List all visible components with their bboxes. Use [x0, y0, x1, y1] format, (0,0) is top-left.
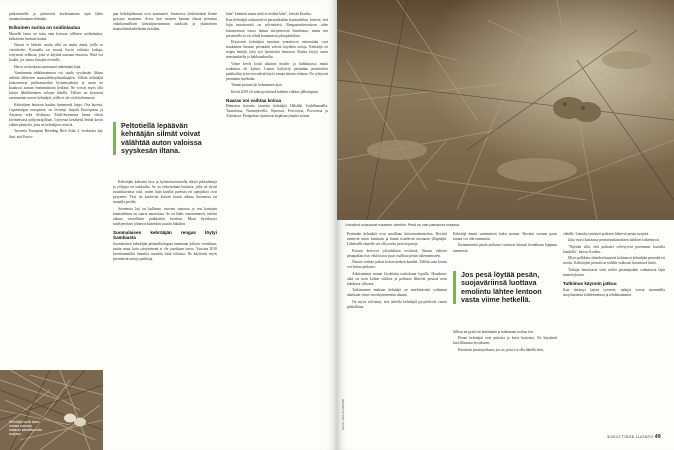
text-paragraph: Silloin ne pystyvät lentämään ja hakemaan ruokaa itse. [453, 330, 535, 334]
photo-caption: Kehrääjä munii kaksi munaa suoraan maahan kasvillisuuden suojaan. [9, 420, 43, 436]
photo-caption: Untuvikot sulautuvat maaston väreihin. Pesä on vain painauma maassa. [345, 223, 460, 227]
text-paragraph: Harva on koskaan onnistunut näkemään lajia. [14, 64, 82, 69]
left-column-3 [226, 12, 328, 430]
issue-label: 3/2021 TIEDE LUONTO [607, 434, 654, 439]
text-paragraph: Kun tietämys lajista syvenee, tutkijat voivat suunnitella suojelutoimia kohdennetusti ja tehokkaammin. [563, 287, 665, 297]
text-paragraph: Suomessa laji on kulkenut vuosien saatossa ja sen kantojen kannatteluun on suuria muutoksia. Se on lähes vaarantuneen, tulvien aikana vaarallisiin paikkoihin kesäisin. Muut hyväksytyt mieltymykset johtavat kuitenkin suuriin lukuihin. [113, 206, 217, 226]
text-paragraph: Kehrääjien heinoon kuuluu kymmeniä lajeja. Osa lajeista, Caprimulgus europaeus, on levinnyt laajalti Euroopassa ja Aasiassa sekä Afrikassa. Etelä-Suomessa linnut elävät kivimetsissä pohjoisrajallaan. Lyhyessä kesähynä lentää kovin vähän pimeyttä, joita ne kehrääjien reviiriä. [9, 102, 103, 128]
text-paragraph: Naaras vaihtaa joskus koiraa kesken kauden. Tällöin uusi koiras voi hoitaa poikasia. [347, 260, 447, 270]
section-heading: Suomalaisen kehrääjän rengas löytyi Sambiasta [113, 229, 217, 241]
text-paragraph: "Näyttää siltä, että poikaset selviytyvät paremmin kuivalla kaudella", kertoo Kontka. [563, 244, 665, 254]
right-column-1 [347, 232, 447, 430]
pull-quote: Peltotiellä lepäävän kehrääjän silmät voivat välähtää auton valoissa syyskesän iltana. [113, 122, 217, 155]
text-paragraph: Varmimmin näkihavainnon voi saada syyskesän illoina etelään lähtevien maastolehtoyömatkaajien. Silloin kehrääjät kokoontuvat pelloreunoihin hyönteisjahtiin ja usein ne kuuluvat aamun ensimmäisinä hetkinä. Ne voivat myös olla kävijä lähiliikenteen valojen lähellä. Tällöin on kyseessä useimmiten nuoret kehrääjät, joilla ei ole vielä kokemusta. [9, 71, 103, 101]
text-paragraph: Aikaisimmat munat löydetään toukokuun lopulla. Haudonta-aika on noin kolme viikkoa ja poikaset lähtevät pesästä noin kahdessa viikossa. [347, 271, 447, 286]
text-paragraph: On myös selvinnyt, että talvella kehrääjät pysyttelevät varsin paikoillaan. [347, 299, 447, 309]
text-paragraph: Hienoisia koiraita tavattiin kehrääjiä Hälsällä Uudellamaalla: Tuusulassa, Nurmijärvellä, Sipoossa, Porvoossa, Porvoossa ja Askolassa. Pesäpaikat sijaitsevat hajalaan ympäri seutua. [226, 104, 328, 119]
text-paragraph: Ensimmäisen pesän poikaset varttuvat hitaasti heinäkuun loppuun mennessä. [453, 243, 557, 253]
text-paragraph: Koiraat kertovat yölaulullaan reviiristä. Naaras valitsee pesäpaikan itse, eikä koiras juuri osallistu pesän rakentamiseen. [347, 248, 447, 258]
left-column-1 [9, 12, 103, 368]
text-paragraph: Tämän pesintä jäi kolmannen ajan. [231, 83, 283, 88]
text-paragraph: Monelle linnu on tuttu vain koiraan yöllinen soidinlaulun, kehräävän hurinan kautta. [9, 31, 103, 41]
section-heading: Naaras voi vaihtaa koiraa [226, 97, 282, 103]
text-paragraph: Kertaisen pesän poikasia jos on, pesä voi olla lähellä teitä. [458, 347, 544, 352]
nest-photo-left [0, 370, 103, 450]
section-heading: Tutkimus käynnin jatkuu [563, 280, 617, 286]
nest-photo-graphic [0, 370, 103, 450]
chicks-photo [337, 0, 674, 220]
text-paragraph: Joka vuosi koiraassa pesimistutkimuksen tulokset tarkentuvat. [568, 238, 660, 243]
page-number: 49 [654, 434, 661, 440]
text-paragraph: Viime kevät koitti aikaisin maalis- ja huhtikuussa mutta toukokuu oli kylmä. Linnut kyltyivät pesimään perinteisiin paikkoihin ja hirveä säästä käytti samaa aluetta tiuhaan. Ne ryhtyivät pesimään myöhään. [226, 61, 328, 81]
text-paragraph: Kun kehrääjät tarkkavalvoi perusteltuihin huumuleihin, käviset, että lajin muuttoreitti on selvitettävä. Rengastustietoistoon tulee kiinnostavaa tietoa linnun siirtymisestä Sambiassa, mutta sen perusteella ei voi tehdä kummoisia johtopäätöksiä. [226, 18, 328, 38]
right-column-2-top [453, 232, 557, 268]
text-paragraph: Naaras ei kehrää, mutta sillä on muita ääniä, joilla se viestittelee. Koiraalla on monia hyvin erilaisia lauluja, erityisesti sellaisia, joita se käyttää naaraan seurassa. Niitä voi kuulla, jos sattuu lintujen reviirille. [9, 43, 103, 63]
text-paragraph: Kevät 2019 oli sään pyörteissä kahden viikkoa jälkeenpäin. [231, 89, 319, 94]
photo-credit: KUVA: ESA ALAKOSKI [341, 399, 345, 430]
text-paragraph: Tutkimusten mukaan kehrääjä on merkittävästi vaihtanut alueitaan viime vuosikymmenten aikana. [347, 288, 447, 298]
text-paragraph: Tuoreeta European Breeding Bird Atlas 2 -teoksesta käy ilmi, että Euroo- [9, 129, 103, 139]
right-column-2 [453, 330, 557, 430]
text-paragraph: Kehrääjä munii useimmiten kaksi munaa. Hyvänä vuonna parin munia voi olla enemmän. [453, 232, 557, 242]
text-paragraph: Pienet kehrääjät ovat pulaisia ja kerta hoitoisia. Ne käyttävät kasvillisuutta hyväkseen. [453, 336, 557, 346]
text-paragraph: pan kehrääjäkannat ovat taantuneet. Suomessa yksilömäärät lienee pysynyt tasaisena. Arvio koti maisen kannan tilasta perustuu valtakunnallisen kehrääjäseurannan tuloksiin ja yksittäisten maastolintulaskelmien tietoihin. [113, 12, 217, 32]
text-paragraph: Suomalaisen kehrääjän pesimäbiologiaa tunnetaan joiltain vertailuun, mutta muut kuin siirtymisenä ei ole juurikaan tietoa. Vuosina 2018 kevätisimmiltä linnuilta tavattiin lisää erilaista. Ne käyttävät myös perinteisiä tuttuja paikkoja. [113, 242, 217, 262]
text-paragraph: kiän" kiinittää mutta niitä ei riedetä kiän", kiertää Kontka. [226, 12, 312, 16]
page-footer [607, 434, 661, 440]
text-paragraph: Kehrääjän kaltaista lusa ja hyönteisravinnolla eläviä pikkulintuja ja yölajeja on tarkkailtu. Se on erikoisalaan kuuluva, jolla on hyvät muistikuvansa siitä, miten lajin kunkin pareista eri ajanjaksot ovat pysyneet. Yksi on kuolevan kuivan kesän aikana Suomessa tai muualla pesiltä. [113, 180, 217, 205]
text-paragraph: Pesimään kehrääjät ovat saraillaan kiitoessoiminteissa. Reviirit menevät usein lomittain ja linnut ristetlevät toisinaan ylläpitäjiä. Läheisellä alueella voi olla useita pesiviä pareja. [347, 232, 447, 247]
text-paragraph: Myös pelkkien alueiden haasteet kohtaavat kehrääjän pesintää eri tavoin. Kehrääjien pesintä on todella vaikeasti havaittava ilmiö. [563, 256, 665, 266]
left-column-2-top [113, 12, 217, 118]
text-paragraph: paikantimilla ja pääsisivät korkistamaan tajin lähes tuntemattomaan elämään. [9, 12, 103, 22]
text-paragraph: Erityisesti kehrääjän muuttoa seurattavat entisestään ovat muutamaa hieman pesintään valoon käydään tietoja. Kehrääjä on nopea lentäjä, joka syö hyönteisiä lennossa. Ruoka löytyy usein metsäaukeilta ja hakkuualueilta. [226, 40, 328, 60]
section-heading: Erikoinen surina on soidinlaulua [9, 25, 80, 31]
right-page [337, 0, 674, 450]
left-column-2 [113, 180, 217, 430]
right-column-3 [563, 232, 665, 430]
pull-quote: Jos pesä löytää pesän, suojaväriinsä luottava emolintu lähtee lentoon vasta viime hetkellä. [453, 271, 557, 304]
text-paragraph: vähälle. Lentokyvyttömät poikaset lähtevät pesän suojista. [563, 232, 650, 236]
text-paragraph: Tutkijat ilmoittavat siitä, mitkä pesintäpaikat vaikuttavat lajin menestykseen. [563, 267, 665, 277]
chicks-photo-graphic [337, 0, 674, 220]
